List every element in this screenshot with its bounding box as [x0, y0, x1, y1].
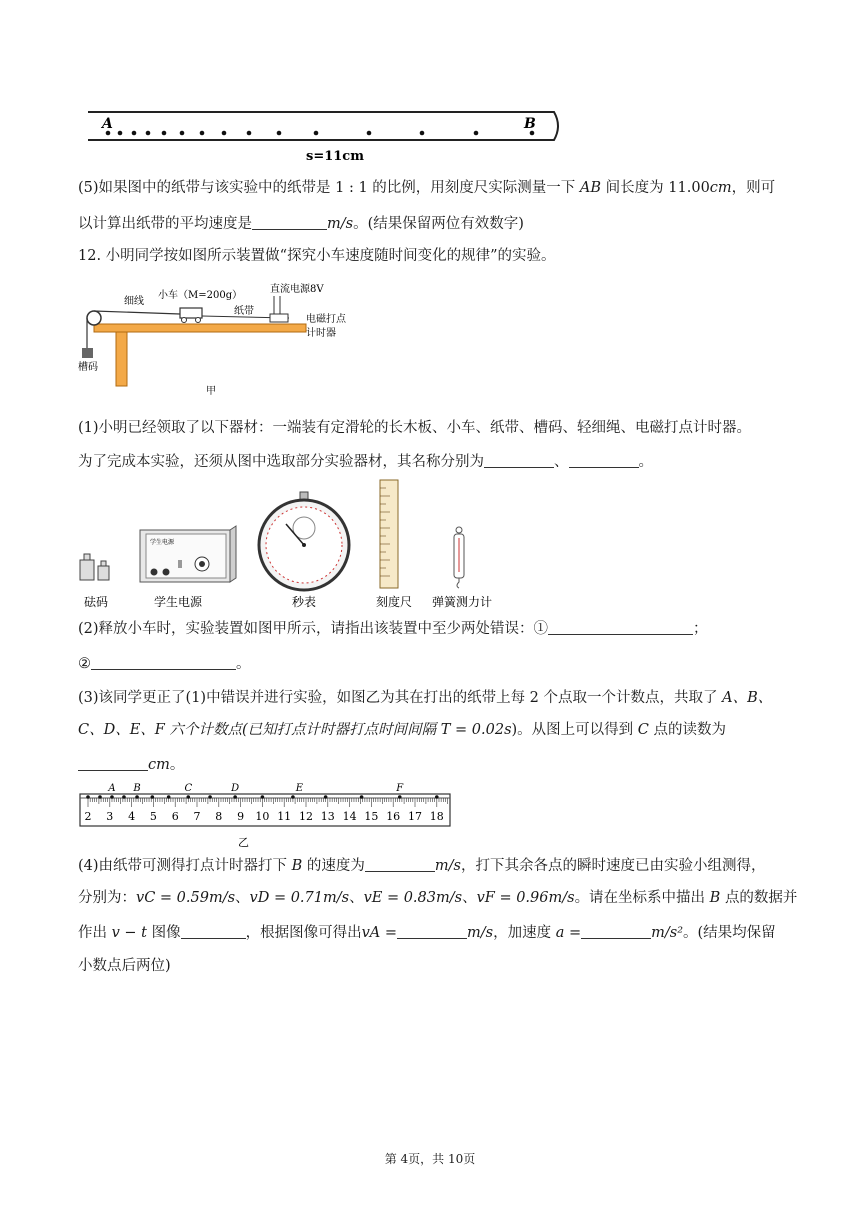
apparatus-figure-jia [74, 278, 374, 400]
answer-blank[interactable] [581, 924, 651, 939]
hanging-weight [82, 348, 93, 358]
tape-dot [360, 795, 364, 799]
q5-line2: 以计算出纸带的平均速度是 m/s。(结果保留两位有效数字) [78, 216, 524, 232]
tape-dot [132, 131, 137, 136]
answer-blank[interactable] [181, 924, 246, 939]
tape-dot [247, 131, 252, 136]
ruler-number: 18 [429, 810, 444, 823]
svg-text:弹簧测力计: 弹簧测力计 [432, 595, 493, 609]
tape-label-a: A [102, 116, 113, 132]
spring-scale-icon [454, 527, 464, 588]
tape-dot [151, 795, 155, 799]
power-supply-icon [140, 526, 236, 582]
q5-line1: (5)如果图中的纸带与该实验中的纸带是 1 : 1 的比例，用刻度尺实际测量一下 AB 间长度为 11.00cm，则可 [78, 180, 776, 196]
ruler-number: 16 [386, 810, 401, 823]
svg-text:槽码: 槽码 [78, 362, 98, 373]
q1-line2: 为了完成本实验，还须从图中选取部分实验器材，其名称分别为 、 。 [78, 454, 653, 470]
q4-line2: 分别为：vC = 0.59m/s、vD = 0.71m/s、vE = 0.83m/s、vF = 0.96m/s。请在坐标系中描出 B 点的数据并 [78, 890, 798, 906]
answer-blank[interactable] [91, 655, 236, 670]
tape-dot [98, 795, 102, 799]
pulley [87, 311, 101, 325]
ruler-number: 2 [84, 810, 92, 823]
ruler-number: 14 [342, 810, 357, 823]
tape-dot [146, 131, 151, 136]
tape-dot [135, 795, 139, 799]
tape-dot [233, 795, 237, 799]
answer-blank[interactable] [397, 924, 467, 939]
ruler-number: 9 [237, 810, 245, 823]
tape-dot [110, 795, 114, 799]
ruler-number: 5 [149, 810, 157, 823]
ruler-number: 6 [171, 810, 179, 823]
svg-text:直流电源8V: 直流电源8V [270, 284, 324, 295]
count-point-label: B [133, 783, 141, 794]
ruler-number: 17 [408, 810, 422, 823]
tape-dot [367, 131, 372, 136]
tape-dot [314, 131, 319, 136]
q3-line1: (3)该同学更正了(1)中错误并进行实验，如图乙为其在打出的纸带上每 2 个点取一个计数点，共取了 A、B、 [78, 690, 773, 706]
svg-text:电磁打点: 电磁打点 [306, 314, 346, 325]
count-point-label: C [184, 783, 193, 794]
tape-caption: s=11cm [306, 149, 364, 164]
tape-dot [200, 131, 205, 136]
svg-text:刻度尺: 刻度尺 [376, 595, 413, 609]
tape-dot [167, 795, 171, 799]
q12-intro: 12. 小明同学按如图所示装置做“探究小车速度随时间变化的规律”的实验。 [78, 248, 556, 264]
stopwatch-icon [259, 492, 349, 590]
ruler-number: 4 [128, 810, 136, 823]
tape-dot [180, 131, 185, 136]
ruler-figure-yi [76, 780, 456, 852]
ruler-number: 11 [277, 810, 292, 823]
tape-dot [398, 795, 402, 799]
q2-line2: ② 。 [78, 656, 251, 672]
tape-dot [291, 795, 295, 799]
ruler-number: 8 [215, 810, 223, 823]
tape-dot [261, 795, 265, 799]
count-point-label: A [108, 783, 116, 794]
svg-text:乙: 乙 [238, 836, 249, 849]
ruler-number: 12 [299, 810, 313, 823]
svg-text:纸带: 纸带 [234, 306, 254, 317]
ruler-icon [380, 480, 398, 588]
table-leg [116, 332, 127, 386]
svg-text:计时器: 计时器 [306, 328, 336, 339]
q2-line1: (2)释放小车时，实验装置如图甲所示，请指出该装置中至少两处错误：① ； [78, 621, 708, 637]
weights-icon [80, 554, 109, 580]
tape-dot [324, 795, 328, 799]
answer-blank[interactable] [78, 756, 148, 771]
tape-dot [277, 131, 282, 136]
answer-blank[interactable] [365, 857, 435, 872]
tape-dot [86, 795, 90, 799]
svg-text:小车（M=200g）: 小车（M=200g） [158, 290, 243, 301]
tape-dot [435, 795, 439, 799]
q3-line2: C、D、E、F 六个计数点(已知打点计时器打点时间间隔 T = 0.02s)。从图上可以得到 C 点的读数为 [78, 722, 726, 738]
ruler-number: 15 [364, 810, 379, 823]
timer [270, 314, 288, 322]
q1-line1: (1)小明已经领取了以下器材：一端装有定滑轮的长木板、小车、纸带、槽码、轻细绳、电磁打点计时器。 [78, 420, 752, 436]
svg-text:细线: 细线 [124, 296, 144, 307]
count-point-label: F [396, 783, 404, 794]
svg-text:秒表: 秒表 [292, 595, 317, 609]
ruler-number: 13 [320, 810, 335, 823]
svg-text:甲: 甲 [206, 386, 216, 397]
ruler-number: 10 [255, 810, 270, 823]
answer-blank[interactable] [569, 453, 639, 468]
ruler-number: 3 [106, 810, 114, 823]
ruler-number: 7 [193, 810, 201, 823]
long-board [94, 324, 306, 332]
tape-label-b: B [524, 116, 536, 132]
svg-text:学生电源: 学生电源 [150, 539, 175, 546]
answer-blank[interactable] [484, 453, 554, 468]
svg-text:砝码: 砝码 [84, 595, 109, 609]
svg-text:学生电源: 学生电源 [154, 595, 203, 609]
equipment-figure [74, 478, 514, 614]
q4-line1: (4)由纸带可测得打点计时器打下 B 的速度为 m/s，打下其余各点的瞬时速度已由实验小组测得， [78, 858, 766, 874]
q3-line3: cm。 [78, 756, 793, 774]
tape-dot [420, 131, 425, 136]
q4-line4: 小数点后两位) [78, 958, 171, 974]
tape-dot [208, 795, 212, 799]
cart [180, 308, 202, 318]
tape-dot [474, 131, 479, 136]
answer-blank[interactable] [548, 620, 693, 635]
answer-blank[interactable] [252, 215, 327, 230]
tape-dot [222, 131, 227, 136]
page-footer: 第 4页，共 10页 [384, 1152, 476, 1166]
q4-line3: 作出 v − t 图像 ，根据图像可得出vA = m/s，加速度 a = m/s²。(结果均保留 [78, 925, 776, 941]
count-point-label: D [231, 783, 240, 794]
paper-tape-figure [84, 104, 564, 166]
tape-dot [118, 131, 123, 136]
count-point-label: E [295, 783, 304, 794]
tape-dot [122, 795, 126, 799]
tape-dot [162, 131, 167, 136]
tape-dot [186, 795, 190, 799]
